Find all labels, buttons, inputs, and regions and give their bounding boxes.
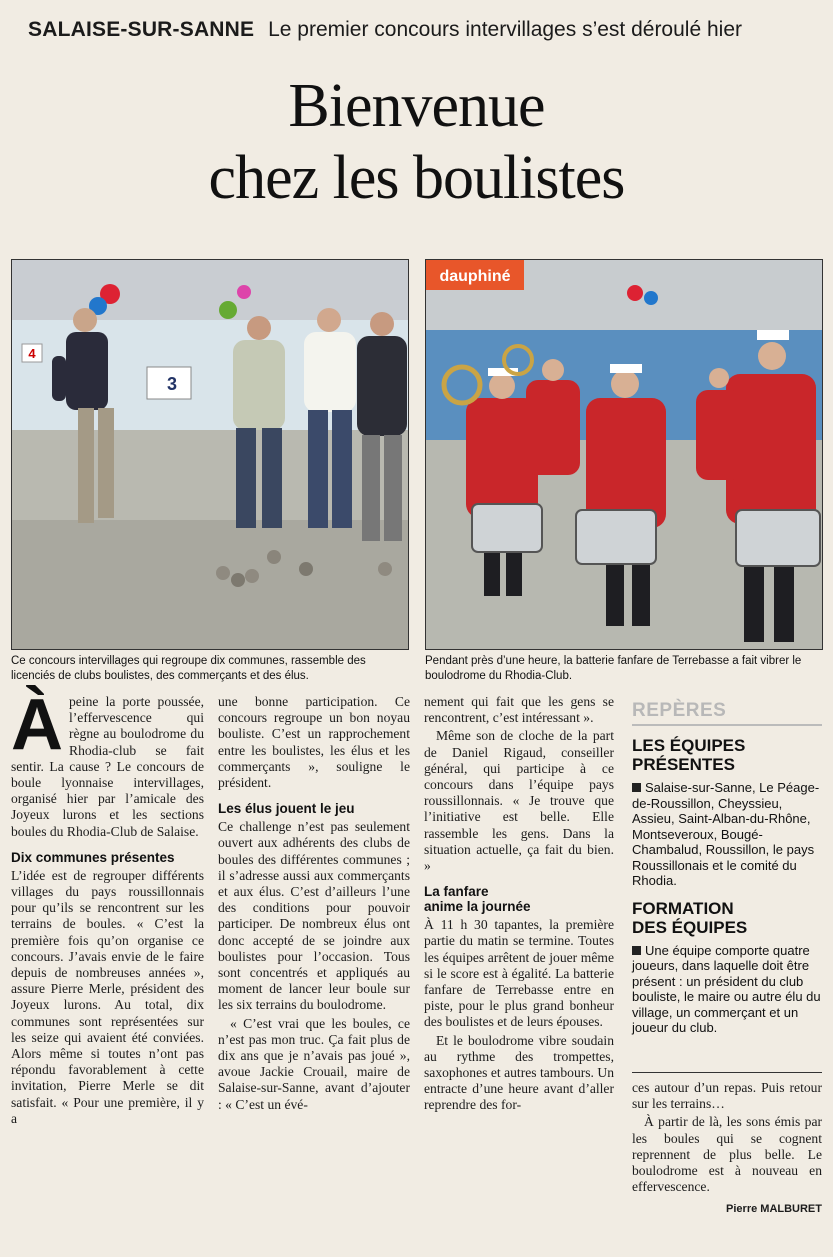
col2-paragraph-2: Ce challenge n’est pas seulement ouvert aux adhérents des clubs de boules des différentes communes ; il s’adresse aussi aux commerçants et aux élus. C’est d’ailleurs l’une des conditions pour pouvoir participer. De nombreux élus ont donc accepté de se joindre aux boulistes pour l’occasion. Tous sont concentrés et appliqués au moment de lancer leur boule sur les six terrains du boulodrome. bbox=[218, 819, 410, 1013]
col3-subheading-line-1: La fanfare bbox=[424, 884, 489, 900]
kicker-location: SALAISE-SUR-SANNE bbox=[28, 18, 255, 41]
headline-line-1: Bienvenue bbox=[288, 72, 545, 140]
col1-paragraph-2: L’idée est de regrouper différents villages du pays roussillonnais pour qu’ils se rencontrent sur les terrains de boules. « C’est la première fois qu’on organise ce concours. J’avais envie de le faire depuis de nombreuses années », assure Pierre Merle, président des Joyeux lurons. Au total, dix communes sont représentées sur les seize qui avaient été conviées. Alors même si toutes n’ont pas répondu favorablement à cette invitation, Pierre Merle se dit satisfait. « Pour une première, il y a bbox=[11, 867, 204, 1126]
sidebar-heading-teams bbox=[632, 736, 822, 774]
sidebar-heading-formation bbox=[632, 899, 822, 937]
col1-paragraph-1: peine la porte poussée, l’effervescence qui règne au boulodrome du Rhodia-club se fait sentir. La cause ? Le concours de boule lyonnaise intervillages, organisé hier par l’amicale des Joyeux lurons et les sections boules du Rhodia-Club de Salaise. bbox=[11, 694, 204, 839]
caption-right: Pendant près d’une heure, la batterie fanfare de Terrebasse a fait vibrer le boulodrome du Rhodia-Club. bbox=[425, 655, 802, 682]
bullet-square-icon bbox=[632, 783, 641, 792]
sidebar-title: REPÈRES bbox=[632, 700, 822, 726]
sidebar-text-formation bbox=[632, 943, 822, 1036]
article-column-2 bbox=[218, 694, 410, 1115]
col3-subheading bbox=[424, 884, 614, 914]
sidebar-heading-teams-line-1: LES ÉQUIPES bbox=[632, 736, 746, 755]
photo-fanfare bbox=[425, 259, 823, 650]
sidebar-heading-formation-line-1: FORMATION bbox=[632, 898, 734, 918]
col3-paragraph-3: À 11 h 30 tapantes, la première partie du matin se termine. Toutes les équipes arrêtent de jouer même si le score est à égalité. La batterie fanfare de Terrebasse entre en piste, pour le plus grand bonheur des boulistes et de leurs épouses. bbox=[424, 917, 614, 1030]
col4-paragraph-2: À partir de là, les sons émis par les boules qui se cognent reprennent de plus belle. Le boulodrome est à nouveau en effervescence. bbox=[632, 1114, 822, 1195]
col1-subheading: Dix communes présentes bbox=[11, 849, 175, 865]
col2-paragraph-3: « C’est vrai que les boules, ce n’est pas mon truc. Ça fait plus de dix ans que je n’avais pas joué », avoue Jackie Crouail, maire de Salaise-sur-Sanne, avant d’ajouter : « C’est un évé- bbox=[218, 1015, 410, 1112]
sidebar-heading-teams-line-2: PRÉSENTES bbox=[632, 755, 735, 774]
signature: Pierre MALBURET bbox=[726, 1203, 822, 1216]
article-column-4 bbox=[632, 1080, 822, 1218]
banner-text: dauphiné bbox=[439, 268, 511, 285]
sidebar-bottom-rule bbox=[632, 1072, 822, 1073]
sidebar-text-teams-body: Salaise-sur-Sanne, Le Péage-de-Roussillon, Cheyssieu, Assieu, Saint-Alban-du-Rhône, Montseveroux, Bougé-Chambalud, Roussillon, le pays Roussillonais et le comité du Rhodia. bbox=[632, 780, 820, 888]
sidebar-reperes bbox=[632, 700, 822, 1036]
col3-paragraph-1: nement qui fait que les gens se rencontrent, c’est intéressant ». bbox=[424, 694, 614, 726]
sidebar-heading-formation-line-2: DES ÉQUIPES bbox=[632, 917, 748, 937]
photo-boulistes bbox=[11, 259, 409, 650]
bullet-square-icon bbox=[632, 946, 641, 955]
col3-paragraph-4: Et le boulodrome vibre soudain au rythme des trompettes, saxophones et autres tambours. Un entracte d’une heure avant d’aller reprendre des for- bbox=[424, 1032, 614, 1113]
sidebar-text-formation-body: Une équipe comporte quatre joueurs, dans laquelle doit être présent : un président du club bouliste, le maire ou autre élu du village, un commerçant et un joueur du club. bbox=[632, 942, 821, 1035]
article-column-1 bbox=[11, 685, 204, 1129]
col4-paragraph-1: ces autour d’un repas. Puis retour sur les terrains… bbox=[632, 1080, 822, 1112]
col2-subheading: Les élus jouent le jeu bbox=[218, 801, 355, 817]
col3-subheading-line-2: anime la journée bbox=[424, 899, 531, 915]
caption-left: Ce concours intervillages qui regroupe dix communes, rassemble des licenciés de clubs boulistes, des commerçants et des élus. bbox=[11, 655, 366, 682]
col3-paragraph-2: Même son de cloche de la part de Daniel Rigaud, conseiller général, qui participe à ce concours dans l’équipe pays roussillonnais. « Je trouve que l’initiative est belle. Elle rassemble les gens. Dans la situation actuelle, ça fait du bien. » bbox=[424, 728, 614, 874]
article-column-3 bbox=[424, 694, 614, 1116]
headline bbox=[20, 70, 813, 214]
kicker-subtitle: Le premier concours intervillages s’est déroulé hier bbox=[268, 18, 742, 41]
panel-number-4: 4 bbox=[28, 346, 36, 361]
headline-line-2: chez les boulistes bbox=[208, 144, 625, 212]
panel-number-3: 3 bbox=[166, 374, 178, 394]
drop-cap: À bbox=[11, 685, 63, 765]
col2-paragraph-1: une bonne participation. Ce concours regroupe un bon noyau bouliste. C’est un rapprochement entre les boulistes, les élus et les commerçants », souligne le président. bbox=[218, 694, 410, 791]
sidebar-text-teams bbox=[632, 780, 822, 889]
kicker bbox=[28, 18, 818, 42]
